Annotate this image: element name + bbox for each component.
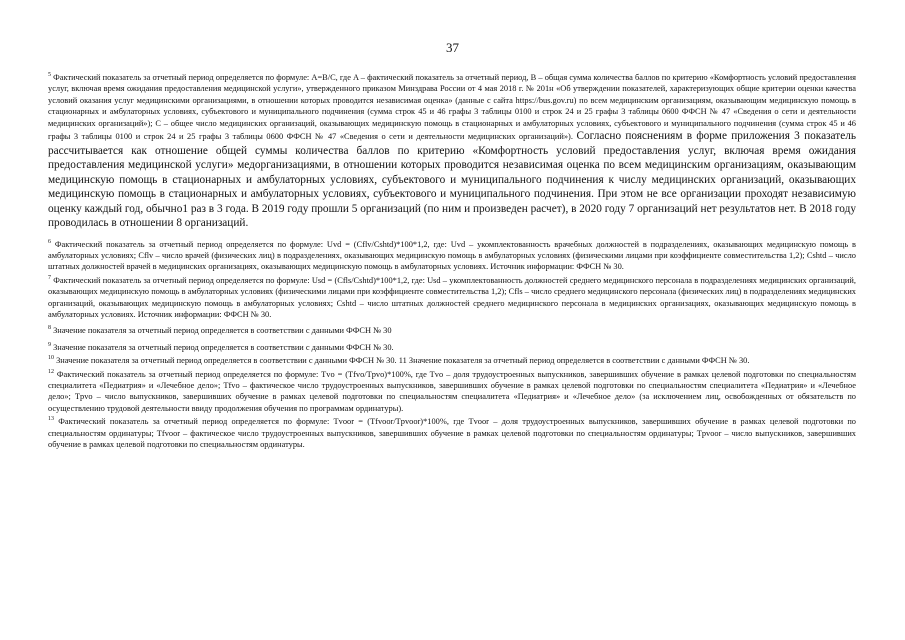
footnote-7	[48, 275, 856, 321]
footnote-13	[48, 416, 856, 450]
footnote-5	[48, 72, 856, 231]
footnote-marker: 5	[48, 72, 51, 79]
footnote-text: Фактический показатель за отчетный период определяется по формуле: Usd = (Cfls/Cshtd)*100*1,2, где: Usd – укомплектованность должностей среднего медицинского персонала в подразделениях медицинских организаций, оказывающих медицинскую помощь в амбулаторных условиях (физическими лицами при коэффициенте совместительства 1,2); Cfls – число среднего медицинского персонала (физических лиц) в подразделениях медицинских организаций, оказывающих медицинскую помощь в амбулаторных условиях; Cshtd – число штатных должностей среднего медицинского персонала в медицинских организациях, оказывающих медицинскую помощь в амбулаторных условиях. Источник информации: ФФСН № 30.	[48, 275, 856, 319]
footnote-text: Фактический показатель за отчетный период определяется по формуле: Tvoor = (Tfvoor/Tpvoor)*100%, где Tvoor – доля трудоустроенных выпускников, завершивших обучение в рамках целевой подготовки по специальностям ординатуры; Tfvoor – фактическое число трудоустроенных выпускников, завершивших обучение в рамках целевой подготовки по специальностям ординатуры; Tpvoor – число выпускников, завершивших обучение в рамках целевой подготовки по специальностям ординатуры.	[48, 417, 856, 450]
footnote-text: Значение показателя за отчетный период определяется в соответствии с данными ФФСН № 30.	[53, 342, 394, 352]
footnote-marker: 9	[48, 341, 51, 348]
footnote-8	[48, 325, 856, 336]
footnote-text: Значение показателя за отчетный период определяется в соответствии с данными ФФСН № 30	[53, 326, 392, 336]
footnote-text: Значение показателя за отчетный период определяется в соответствии с данными ФФСН № 30. 11 Значение показателя за отчетный период определяется в соответствии с данными ФФСН № 30.	[56, 356, 750, 366]
footnote-marker: 7	[48, 274, 51, 281]
footnote-marker: 12	[48, 368, 54, 375]
footnote-9	[48, 342, 856, 353]
footnote-explanation: Согласно пояснениям в форме приложения 3 показатель рассчитывается как отношение общей суммы количества баллов по критерию «Комфортность условий предоставления услуг, включая время ожидания предоставления медицинской услуги» медорганизациями, в отношении которых проводится независимая оценка по всем медицинским организациям, оказывающим медицинскую помощь в стационарных и амбулаторных условиях, субъектового и муниципального подчинения к числу медицинских организаций, оказывающих медицинскую помощь в стационарных и амбулаторных условиях, субъектового и муниципального подчинения. При этом не все организации проходят независимую оценку каждый год, обычно1 раз в 3 года. В 2019 году прошли 5 организаций (по ним и произведен расчет), в 2020 году 7 организаций нет результатов нет. В 2018 году проводилась в отношении 8 организаций.	[48, 130, 857, 230]
footnote-12	[48, 369, 856, 415]
footnote-marker: 8	[48, 325, 51, 332]
footnotes-section	[48, 72, 856, 452]
footnote-text: Фактический показатель за отчетный период определяется по формуле: Uvd = (Cflv/Cshtd)*100*1,2, где: Uvd – укомплектованность врачебных должностей в подразделениях, оказывающих медицинскую помощь в амбулаторных условиях; Cflv – число врачей (физических лиц) в подразделениях, оказывающих медицинскую помощь в амбулаторных условиях (физическими лицами при коэффициенте совместительства 1,2); Cshtd – число штатных должностей врачей в медицинских организациях, оказывающих медицинскую помощь в амбулаторных условиях. Источник информации: ФФСН № 30.	[48, 239, 857, 272]
footnote-marker: 6	[48, 238, 51, 245]
page-number: 37	[446, 40, 459, 55]
footnote-marker: 10	[48, 355, 54, 362]
footnote-6	[48, 239, 856, 273]
footnote-marker: 13	[48, 416, 54, 423]
footnote-text: Фактический показатель за отчетный период определяется по формуле: A=B/C, где A – фактический показатель за отчетный период, B – общая сумма количества баллов по критерию «Комфортность условий предоставления услуг, включая время ожидания предоставления медицинской услуги», утвержденного приказом Минздрава России от 4 мая 2018 г. № 201н «Об утверждении показателей, характеризующих общие критерии оценки качества условий оказания услуг медицинскими организациями, в отношении которых проводится независимая оценка» (данные с сайта https://bus.gov.ru) по всем медицинским организациям, оказывающим медицинскую помощь в стационарных и амбулаторных условиях, субъектового и муниципального подчинения (сумма строк 45 и 46 графы 3 таблицы 0100 и строк 24 и 25 графы 3 таблицы 0600 ФФСН № 47 «Сведения о сети и деятельности медицинских организаций»); C – общее число медицинских организаций, оказывающих медицинскую помощь в стационарных и амбулаторных условиях, субъектового и муниципального подчинения (сумма строк 45 и 46 графы 3 таблицы 0100 и строк 24 и 25 графы 3 таблицы 0600 ФФСН № 47 «Сведения о сети и деятельности медицинских организаций»).	[48, 73, 857, 142]
footnote-10	[48, 355, 856, 366]
footnote-text: Фактический показатель за отчетный период определяется по формуле: Tvo = (Tfvo/Tpvo)*100%, где Tvo – доля трудоустроенных выпускников, завершивших обучение в рамках целевой подготовки по специальностям специалитета «Педиатрия» и «Лечебное дело»; Tfvo – фактическое число трудоустроенных выпускников, завершивших обучение в рамках целевой подготовки по специальностям специалитета «Педиатрия» и «Лечебное дело»; Tpvo – число выпускников, завершивших обучение в рамках целевой подготовки по специальностям специалитета «Педиатрия» и «Лечебное дело» (за исключением лиц, освобожденных от обязательств по осуществлению трудовой деятельности ввиду продолжения обучения по программам ординатуры).	[48, 369, 857, 413]
